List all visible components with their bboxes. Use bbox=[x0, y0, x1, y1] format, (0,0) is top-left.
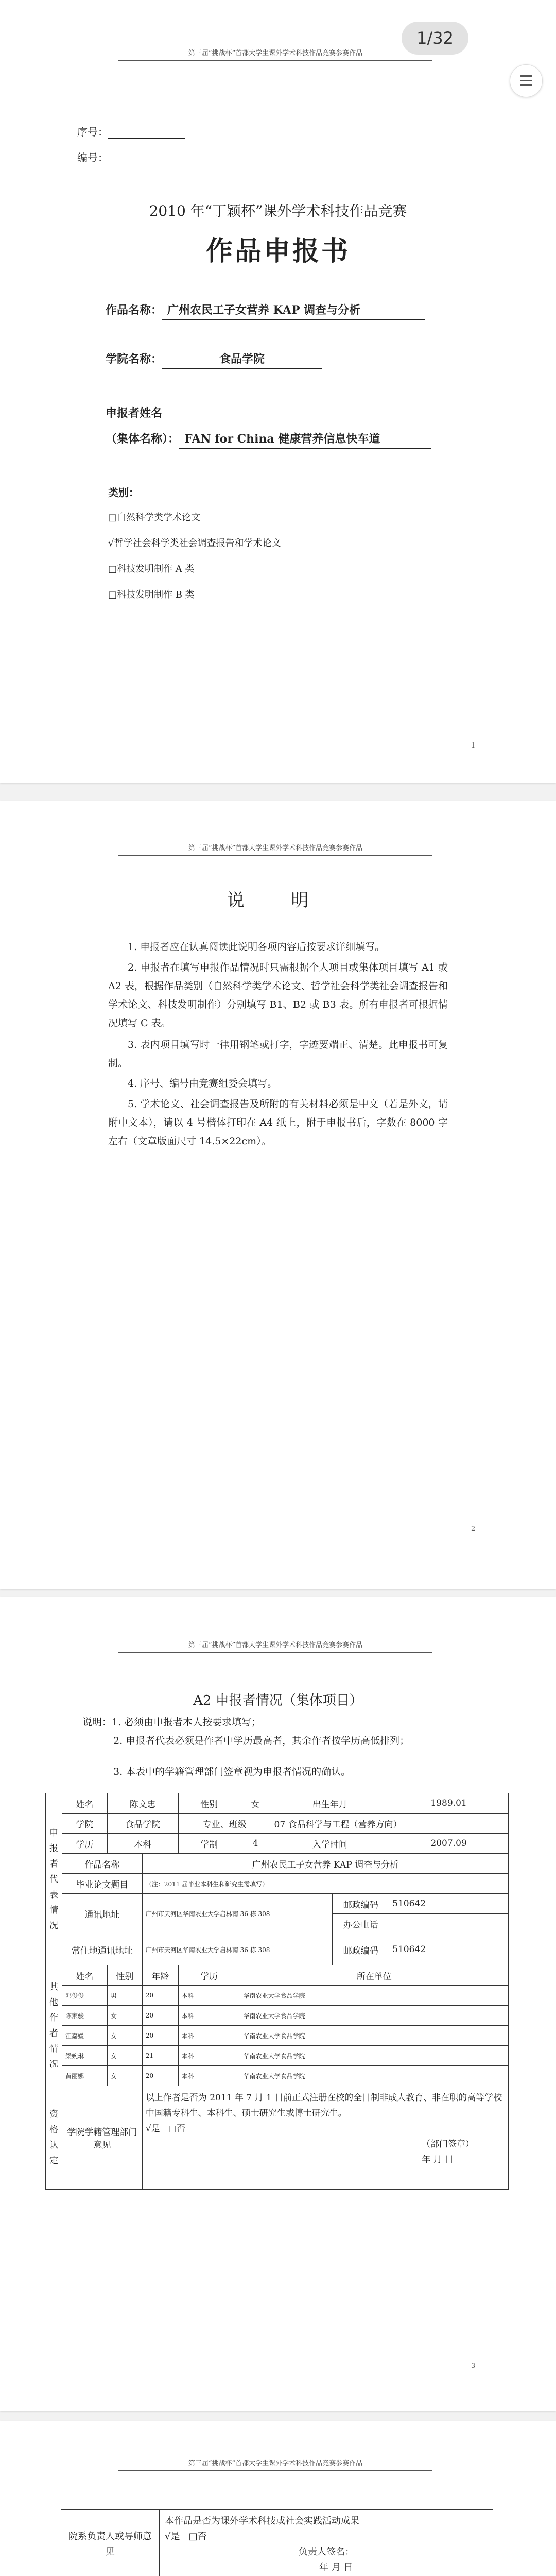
page-1 bbox=[0, 0, 556, 783]
serial-blank bbox=[108, 127, 185, 139]
author-degree: 本科 bbox=[178, 2026, 240, 2046]
author-degree: 本科 bbox=[178, 2066, 240, 2086]
code-label: 编号： bbox=[77, 151, 108, 164]
document-title: 作品申报书 bbox=[205, 235, 350, 267]
page-header: 第三届“挑战杯”首都大学生课外学术科技作品竞赛参赛作品 bbox=[118, 47, 432, 61]
author-unit: 华南农业大学食品学院 bbox=[240, 2026, 508, 2046]
page-header: 第三届“挑战杯”首都大学生课外学术科技作品竞赛参赛作品 bbox=[118, 2458, 432, 2471]
seal-text: （部门签章） bbox=[422, 2139, 474, 2149]
category-option: √哲学社会科学类社会调查报告和学术论文 bbox=[108, 538, 281, 549]
author-degree: 本科 bbox=[178, 2046, 240, 2066]
label-thesis: 毕业论文题目 bbox=[62, 1874, 142, 1894]
label-years: 学制 bbox=[178, 1834, 240, 1854]
category-label: 类别： bbox=[108, 486, 139, 499]
label-postcode: 邮政编码 bbox=[333, 1894, 389, 1914]
value-years: 4 bbox=[240, 1834, 271, 1854]
checkbox-no[interactable]: □否 bbox=[168, 2124, 185, 2134]
a2-title: A2 申报者情况（集体项目） bbox=[193, 1693, 363, 1708]
note-line: 3. 本表中的学籍管理部门签章视为申报者情况的确认。 bbox=[113, 1766, 351, 1777]
instruction-paragraph: 5. 学术论文、社会调查报告及所附的有关材料必须是中文（若是外文，请附中文本），请以 4 号楷体打印在 A4 纸上，附于申报书后，字数在 8000 字左右（文章版面尺寸 14.5×22cm）。 bbox=[108, 1098, 448, 1147]
col-header-unit: 所在单位 bbox=[240, 1965, 508, 1986]
author-name: 黄丽娜 bbox=[62, 2066, 107, 2086]
author-age: 20 bbox=[142, 2066, 178, 2086]
author-name: 梁婉琳 bbox=[62, 2046, 107, 2066]
value-office-phone bbox=[389, 1914, 509, 1934]
category-option: □自然科学类学术论文 bbox=[108, 512, 201, 523]
collective-value: FAN for China 健康营养信息快车道 bbox=[179, 430, 431, 449]
instructions-title: 说 明 bbox=[227, 890, 329, 911]
dept-checkbox-row bbox=[146, 2121, 505, 2137]
school-row bbox=[106, 350, 322, 369]
label-name: 姓名 bbox=[62, 1793, 107, 1814]
page-3 bbox=[0, 1597, 556, 2411]
label-enroll: 入学时间 bbox=[271, 1834, 389, 1854]
work-name-value: 广州农民工子女营养 KAP 调查与分析 bbox=[162, 301, 425, 320]
value-postcode: 510642 bbox=[389, 1894, 509, 1914]
advisor-table bbox=[61, 2509, 493, 2576]
applicant-label: 申报者姓名 bbox=[106, 406, 163, 420]
dept-opinion-cell bbox=[142, 2086, 508, 2190]
menu-icon-bar bbox=[520, 84, 532, 86]
dept-opinion-text: 以上作者是否为 2011 年 7 月 1 日前正式注册在校的全日制非成人教育、非在职的高等学校中国籍专科生、本科生、硕士研究生或博士研究生。 bbox=[145, 2093, 502, 2119]
label-address: 通讯地址 bbox=[62, 1894, 142, 1934]
note-line: 说明：1. 必须由申报者本人按要求填写； bbox=[82, 1717, 262, 1728]
label-home-address: 常住地通讯地址 bbox=[62, 1934, 142, 1965]
checkbox-yes[interactable]: √是 bbox=[145, 2124, 160, 2134]
code-blank bbox=[108, 152, 185, 164]
label-birth: 出生年月 bbox=[271, 1793, 389, 1814]
page-number: 2 bbox=[471, 1525, 476, 1533]
author-name: 邓俊俊 bbox=[62, 1986, 107, 2006]
page-header: 第三届“挑战杯”首都大学生课外学术科技作品竞赛参赛作品 bbox=[118, 842, 432, 856]
signature-label: 负责人签名： bbox=[299, 2547, 354, 2557]
value-name: 陈文忠 bbox=[107, 1793, 178, 1814]
label-college: 学院 bbox=[62, 1814, 107, 1834]
menu-button[interactable] bbox=[510, 64, 543, 97]
table-row bbox=[46, 2026, 509, 2046]
author-degree: 本科 bbox=[178, 2006, 240, 2026]
value-home-postcode: 510642 bbox=[389, 1934, 509, 1965]
value-gender: 女 bbox=[240, 1793, 271, 1814]
author-gender: 女 bbox=[107, 2006, 142, 2026]
author-degree: 本科 bbox=[178, 1986, 240, 2006]
table-row bbox=[46, 2006, 509, 2026]
author-unit: 华南农业大学食品学院 bbox=[240, 2066, 508, 2086]
author-gender: 女 bbox=[107, 2046, 142, 2066]
side-label-review: 资格认定 bbox=[46, 2086, 62, 2190]
menu-icon-bar bbox=[520, 80, 532, 81]
work-name-label: 作品名称： bbox=[106, 303, 163, 317]
advisor-checkbox-row bbox=[165, 2529, 488, 2545]
page-2 bbox=[0, 801, 556, 1589]
side-label-applicant: 申报者代表情况 bbox=[46, 1793, 62, 1965]
page-counter: 1/32 bbox=[402, 22, 468, 55]
author-age: 20 bbox=[142, 2026, 178, 2046]
serial-label: 序号： bbox=[77, 126, 108, 138]
side-label-others: 其他作者情况 bbox=[46, 1965, 62, 2086]
menu-icon bbox=[520, 75, 532, 77]
col-header-gender: 性别 bbox=[107, 1965, 142, 1986]
school-label: 学院名称： bbox=[106, 352, 163, 366]
advisor-label: 院系负责人或导师意见 bbox=[61, 2510, 160, 2576]
label-major-class: 专业、班级 bbox=[178, 1814, 271, 1834]
instruction-paragraph: 2. 申报者在填写申报作品情况时只需根据个人项目或集体项目填写 A1 或 A2 表，根据作品类别（自然科学类学术论文、哲学社会科学类社会调查报告和学术论文、科技发明制作）分别填写 B1、B2 或 B3 表。所有申报者可根据情况填写 C 表。 bbox=[108, 962, 448, 1029]
value-major-class: 07 食品科学与工程（营养方向） bbox=[271, 1814, 508, 1834]
author-gender: 男 bbox=[107, 1986, 142, 2006]
author-name: 江嘉媛 bbox=[62, 2026, 107, 2046]
label-office-phone: 办公电话 bbox=[333, 1914, 389, 1934]
checkbox-no[interactable]: □否 bbox=[188, 2531, 207, 2542]
instruction-paragraph: 1. 申报者应在认真阅读此说明各项内容后按要求详细填写。 bbox=[128, 941, 385, 953]
checkbox-yes[interactable]: √是 bbox=[165, 2531, 180, 2542]
value-home-address: 广州市天河区华南农业大学启林南 36 栋 308 bbox=[142, 1934, 333, 1965]
table-row bbox=[46, 2066, 509, 2086]
author-name: 陈家骏 bbox=[62, 2006, 107, 2026]
note-line: 2. 申报者代表必须是作者中学历最高者，其余作者按学历高低排列； bbox=[113, 1735, 410, 1747]
advisor-cell bbox=[160, 2510, 493, 2576]
author-age: 21 bbox=[142, 2046, 178, 2066]
date-text: 年 月 日 bbox=[422, 2155, 454, 2165]
col-header-age: 年龄 bbox=[142, 1965, 178, 1986]
author-unit: 华南农业大学食品学院 bbox=[240, 2006, 508, 2026]
author-unit: 华南农业大学食品学院 bbox=[240, 1986, 508, 2006]
instruction-paragraph: 4. 序号、编号由竞赛组委会填写。 bbox=[128, 1078, 277, 1089]
applicant-table bbox=[45, 1793, 509, 2190]
competition-title: 2010 年“丁颖杯”课外学术科技作品竞赛 bbox=[149, 202, 407, 219]
code-field bbox=[77, 149, 185, 164]
table-row bbox=[46, 2046, 509, 2066]
dept-opinion-label: 学院学籍管理部门意见 bbox=[62, 2086, 142, 2190]
value-enroll: 2007.09 bbox=[389, 1834, 509, 1854]
category-option: □科技发明制作 B 类 bbox=[108, 589, 195, 600]
page-4 bbox=[0, 2421, 556, 2576]
value-degree: 本科 bbox=[107, 1834, 178, 1854]
author-age: 20 bbox=[142, 2006, 178, 2026]
collective-row bbox=[106, 430, 431, 449]
col-header-degree: 学历 bbox=[178, 1965, 240, 1986]
label-work: 作品名称 bbox=[62, 1854, 142, 1874]
author-age: 20 bbox=[142, 1986, 178, 2006]
col-header-name: 姓名 bbox=[62, 1965, 107, 1986]
advisor-text: 本作品是否为课外学术科技或社会实践活动成果 bbox=[165, 2516, 359, 2527]
collective-label: （集体名称）： bbox=[106, 432, 180, 446]
author-gender: 女 bbox=[107, 2026, 142, 2046]
label-degree: 学历 bbox=[62, 1834, 107, 1854]
value-work: 广州农民工子女营养 KAP 调查与分析 bbox=[142, 1854, 508, 1874]
category-option: □科技发明制作 A 类 bbox=[108, 564, 195, 574]
date-text: 年 月 日 bbox=[319, 2562, 353, 2573]
serial-field bbox=[77, 124, 185, 139]
author-gender: 女 bbox=[107, 2066, 142, 2086]
work-name-row bbox=[106, 301, 425, 320]
value-birth: 1989.01 bbox=[389, 1793, 509, 1814]
value-college: 食品学院 bbox=[107, 1814, 178, 1834]
page-number: 1 bbox=[471, 742, 476, 750]
value-address: 广州市天河区华南农业大学启林南 36 栋 308 bbox=[142, 1894, 333, 1934]
label-postcode-home: 邮政编码 bbox=[333, 1934, 389, 1965]
value-thesis: （注：2011 届毕业本科生和研究生需填写） bbox=[142, 1874, 508, 1894]
label-gender: 性别 bbox=[178, 1793, 240, 1814]
instruction-paragraph: 3. 表内项目填写时一律用钢笔或打字，字迹要端正、清楚。此申报书可复制。 bbox=[108, 1039, 448, 1069]
school-value: 食品学院 bbox=[162, 350, 322, 369]
table-row bbox=[46, 1986, 509, 2006]
author-unit: 华南农业大学食品学院 bbox=[240, 2046, 508, 2066]
page-header: 第三届“挑战杯”首都大学生课外学术科技作品竞赛参赛作品 bbox=[118, 1639, 432, 1653]
page-number: 3 bbox=[471, 2362, 476, 2370]
